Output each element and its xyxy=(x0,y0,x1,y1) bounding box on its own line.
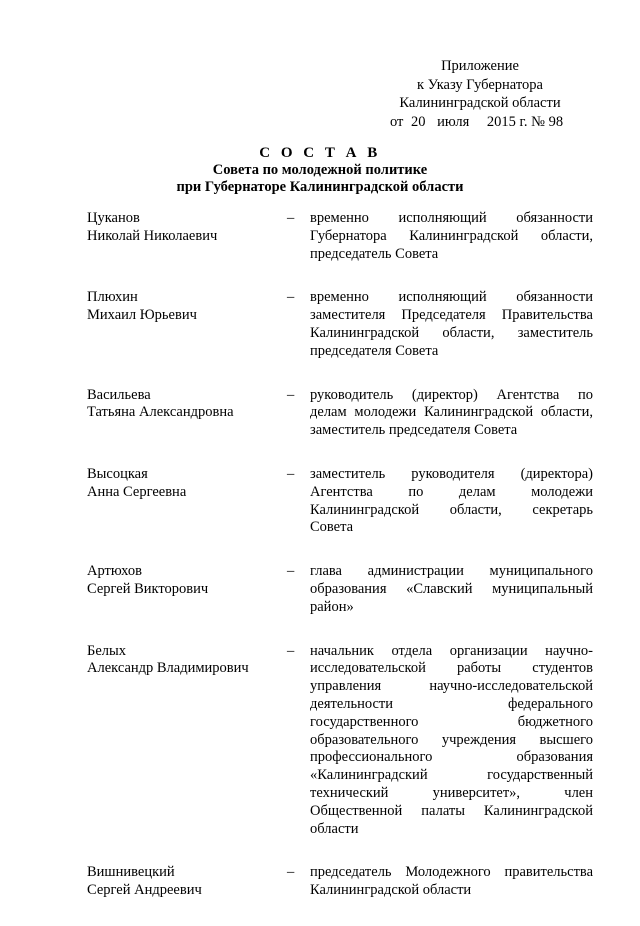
member-role-line: глава администрации муниципального xyxy=(310,563,593,580)
member-surname: Васильева xyxy=(87,386,151,403)
heading-title: С О С Т А В xyxy=(259,145,381,161)
member-role-line: образования «Славский муниципальный xyxy=(310,580,593,597)
member-role xyxy=(310,387,593,440)
member-name xyxy=(87,864,277,900)
member-entry xyxy=(87,563,593,616)
member-surname: Цуканов xyxy=(87,210,140,226)
member-role-line: Совета xyxy=(310,519,354,536)
member-role-line: Агентства по делам молодежи xyxy=(310,483,593,500)
member-dash: – xyxy=(287,289,295,306)
member-name xyxy=(87,643,277,679)
member-role xyxy=(310,210,593,263)
appendix-line-3: Калининградской области xyxy=(399,95,561,111)
date-year: 2015 г. xyxy=(486,113,528,130)
member-role-line: председатель Совета xyxy=(310,245,439,262)
member-given-names: Александр Владимирович xyxy=(87,660,249,677)
members-list xyxy=(87,210,593,926)
member-name xyxy=(87,289,277,325)
member-role-line: профессионального образования xyxy=(310,749,593,766)
member-role-line: деятельности федерального xyxy=(310,695,593,712)
member-role-line: Калининградской области, заместитель xyxy=(310,324,593,341)
document-heading xyxy=(0,144,640,196)
member-role xyxy=(310,563,593,616)
member-entry xyxy=(87,210,593,263)
date-prefix: от xyxy=(390,113,404,130)
member-entry xyxy=(87,387,593,440)
date-month: июля xyxy=(437,113,470,130)
heading-line-3: при Губернаторе Калининградской области xyxy=(176,179,464,195)
member-name xyxy=(87,210,277,246)
member-role-line: управления научно-исследовательской xyxy=(310,678,593,695)
member-role-line: временно исполняющий обязанности xyxy=(310,210,593,226)
appendix-block xyxy=(380,57,580,131)
member-role-line: технический университет», член xyxy=(310,784,593,801)
member-name xyxy=(87,563,277,599)
member-role-line: «Калининградский государственный xyxy=(310,767,593,784)
appendix-line-2: к Указу Губернатора xyxy=(417,76,543,93)
member-given-names: Анна Сергеевна xyxy=(87,483,187,500)
decree-number: № 98 xyxy=(531,113,564,130)
member-role-line: Губернатора Калининградской области, xyxy=(310,227,593,244)
member-surname: Вишнивецкий xyxy=(87,864,175,881)
member-role xyxy=(310,289,593,360)
member-name xyxy=(87,387,277,423)
member-role xyxy=(310,864,593,900)
member-role-line: Калининградской области xyxy=(310,882,472,899)
member-role-line: заместителя Председателя Правительства xyxy=(310,307,593,324)
appendix-line-1: Приложение xyxy=(441,58,519,74)
member-given-names: Сергей Викторович xyxy=(87,580,209,597)
member-role-line: образовательного учреждения высшего xyxy=(310,731,593,748)
heading-line-2: Совета по молодежной политике xyxy=(212,162,428,178)
member-surname: Белых xyxy=(87,642,126,659)
member-entry xyxy=(87,466,593,537)
member-role-line: начальник отдела организации научно- xyxy=(310,642,593,659)
member-entry xyxy=(87,289,593,360)
member-name xyxy=(87,466,277,502)
member-role-line: Калининградской области, секретарь xyxy=(310,501,593,518)
member-surname: Артюхов xyxy=(87,563,142,580)
member-dash: – xyxy=(287,386,295,403)
member-role-line: исследовательской работы студентов xyxy=(310,660,593,677)
member-given-names: Татьяна Александровна xyxy=(87,404,234,421)
member-entry xyxy=(87,864,593,900)
member-role xyxy=(310,466,593,537)
member-role-line: Общественной палаты Калининградской xyxy=(310,802,593,819)
member-role-line: председатель Молодежного правительства xyxy=(310,864,593,881)
member-role-line: области xyxy=(310,820,359,837)
member-role-line: председателя Совета xyxy=(310,342,439,359)
member-given-names: Сергей Андреевич xyxy=(87,882,202,899)
member-role-line: район» xyxy=(310,598,354,615)
member-role-line: заместитель руководителя (директора) xyxy=(310,465,593,482)
date-day: 20 xyxy=(411,113,426,130)
member-given-names: Михаил Юрьевич xyxy=(87,307,197,324)
member-role xyxy=(310,643,593,839)
member-given-names: Николай Николаевич xyxy=(87,227,218,244)
member-role-line: временно исполняющий обязанности xyxy=(310,289,593,306)
member-entry xyxy=(87,643,593,839)
member-role-line: государственного бюджетного xyxy=(310,713,593,730)
appendix-date-line xyxy=(380,113,580,132)
member-dash: – xyxy=(287,563,295,580)
member-role-line: заместитель председателя Совета xyxy=(310,422,518,439)
member-surname: Плюхин xyxy=(87,289,138,306)
member-dash: – xyxy=(287,210,295,226)
member-role-line: руководитель (директор) Агентства по xyxy=(310,386,593,403)
member-surname: Высоцкая xyxy=(87,465,148,482)
member-role-line: делам молодежи Калининградской области, xyxy=(310,404,593,421)
member-dash: – xyxy=(287,642,295,659)
member-dash: – xyxy=(287,864,295,881)
member-dash: – xyxy=(287,465,295,482)
